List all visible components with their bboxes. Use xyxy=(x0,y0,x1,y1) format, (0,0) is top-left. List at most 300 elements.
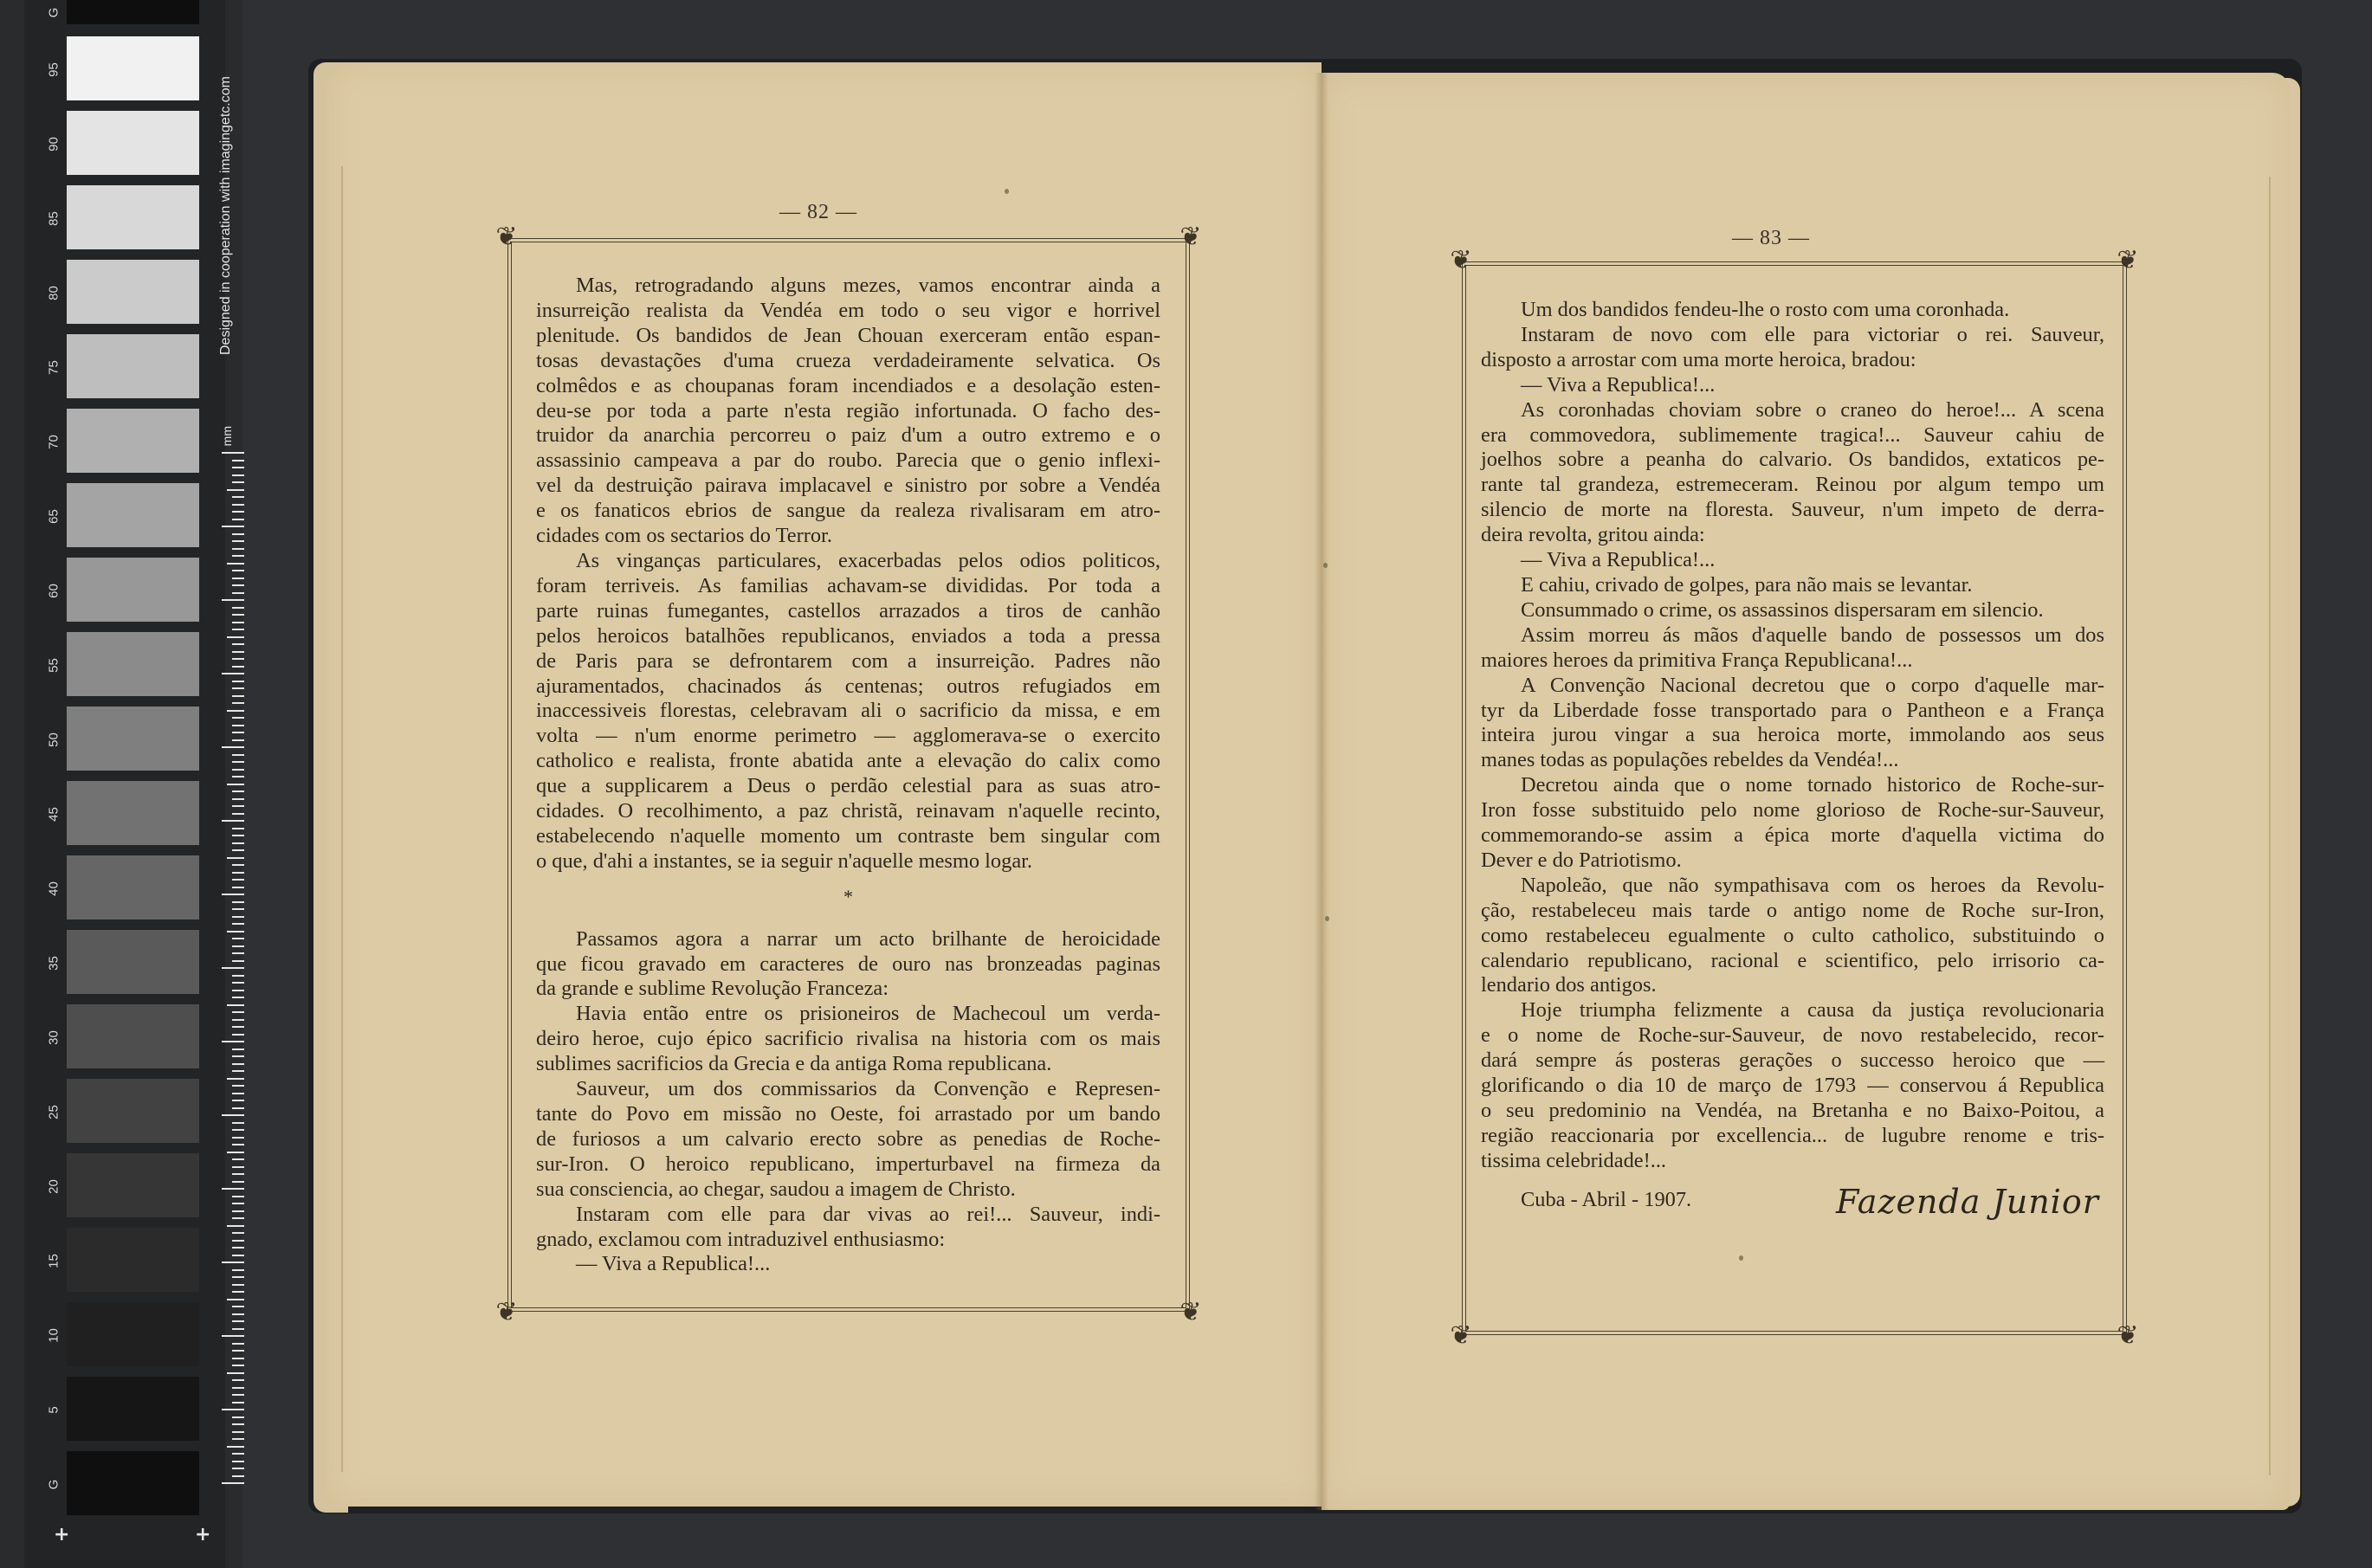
text-line: assassinio campeava a par do roubo. Parecia que o genio inflexi- xyxy=(536,448,1160,473)
paragraph xyxy=(1481,598,2104,623)
gray-patch xyxy=(67,1079,199,1143)
ruler-tick xyxy=(227,1446,244,1448)
ruler-tick xyxy=(232,1343,244,1345)
text-line: sua consciencia, ao chegar, saudou a imagem de Christo. xyxy=(536,1177,1016,1201)
text-line: catholico e realista, fronte abatida ante a elevação do calix como xyxy=(536,749,1160,773)
ruler-tick xyxy=(232,805,244,807)
ruler-tick xyxy=(232,592,244,594)
ruler-tick xyxy=(232,1144,244,1145)
paper-speck xyxy=(1739,1255,1743,1261)
color-calibration-target xyxy=(0,0,242,1568)
ruler-tick xyxy=(232,1358,244,1359)
paragraph xyxy=(536,1077,1160,1203)
ruler-tick xyxy=(232,511,244,513)
ruler-tick xyxy=(232,1166,244,1168)
page-edge xyxy=(2269,177,2271,1475)
ruler-tick xyxy=(232,1063,244,1065)
ruler-tick xyxy=(227,784,244,785)
ruler-tick xyxy=(222,894,244,895)
ruler-tick xyxy=(232,481,244,483)
ruler-tick xyxy=(232,1328,244,1330)
gray-patch xyxy=(67,111,199,175)
patch-label: 95 xyxy=(46,62,61,77)
ruler-tick xyxy=(232,945,244,947)
ruler-tick xyxy=(232,813,244,815)
ruler-tick xyxy=(232,519,244,520)
ruler-tick xyxy=(232,798,244,800)
gray-patch xyxy=(67,1228,199,1292)
text-line: glorificando o dia 10 de março de 1793 — conservou á Republica xyxy=(1481,1074,2104,1098)
ruler-tick xyxy=(227,489,244,491)
ruler-tick xyxy=(232,460,244,461)
gray-patch xyxy=(67,1153,199,1217)
page-number-83: — 83 — xyxy=(1732,227,1810,249)
text-line: ção, restabeleceu mais tarde o antigo nome de Roche sur-Iron, xyxy=(1481,898,2104,922)
ruler-tick xyxy=(232,1122,244,1124)
text-line: — Viva a Republica!... xyxy=(1521,548,1716,572)
ruler-tick xyxy=(232,769,244,771)
ruler-tick xyxy=(227,857,244,859)
ruler-tick xyxy=(232,1210,244,1212)
ruler-tick xyxy=(232,1181,244,1183)
registration-cross-icon: + xyxy=(195,1524,211,1545)
ruler-tick xyxy=(232,1137,244,1139)
target-credit: Designed in cooperation with imagingetc.com xyxy=(218,76,233,355)
patch-label: 65 xyxy=(46,509,61,524)
patch-label: 10 xyxy=(46,1328,61,1343)
text-line: e o nome de Roche-sur-Sauveur, de novo restabelecido, recor- xyxy=(1481,1023,2104,1048)
ruler-tick xyxy=(222,1114,244,1116)
patch-label: 5 xyxy=(46,1406,61,1414)
ruler-tick xyxy=(232,570,244,571)
text-line: As vinganças particulares, exacerbadas pelos odios politicos, xyxy=(576,548,1160,572)
paragraph xyxy=(1481,998,2104,1173)
ruler-tick xyxy=(232,997,244,998)
gray-patch xyxy=(67,930,199,994)
text-line: pelos heroicos batalhões republicanos, enviados a toda a pressa xyxy=(536,623,1160,648)
section-separator: * xyxy=(843,885,853,907)
patch-label: 25 xyxy=(46,1105,61,1120)
gray-patch xyxy=(67,1004,199,1068)
ruler-tick xyxy=(227,563,244,565)
gray-patch xyxy=(67,855,199,920)
text-line: e os fanaticos ebrios de sangue da realeza rivalisaram em atro- xyxy=(536,499,1160,523)
paragraph xyxy=(536,927,1160,1003)
ruler-tick xyxy=(232,1247,244,1249)
ruler-tick xyxy=(232,702,244,704)
ruler-tick xyxy=(232,887,244,888)
text-line: Havia então entre os prisioneiros de Machecoul um verda- xyxy=(576,1002,1160,1026)
author-signature: Fazenda Junior xyxy=(1836,1182,2099,1221)
ruler-tick xyxy=(232,1453,244,1455)
text-line: era commovedora, sublimemente tragica!... Sauveur cahiu de xyxy=(1481,423,2104,447)
gray-patch xyxy=(67,409,199,473)
ruler-tick xyxy=(232,666,244,668)
ruler-tick xyxy=(232,938,244,939)
corner-ornament-icon: ❦ xyxy=(2117,246,2139,274)
text-line: tosas devastações d'uma crueza verdadeiramente selvatica. Os xyxy=(536,348,1160,372)
text-line: Consummado o crime, os assassinos dispersaram em silencio. xyxy=(1521,597,2044,622)
text-line: Instaram de novo com elle para victoriar o rei. Sauveur, xyxy=(1521,322,2104,346)
ruler-tick xyxy=(232,1255,244,1256)
patch-label: 90 xyxy=(46,137,61,152)
ruler-tick xyxy=(232,872,244,874)
text-line: sublimes sacrificios da Grecia e da antiga Roma republicana. xyxy=(536,1052,1052,1076)
paragraph xyxy=(536,549,1160,874)
gray-patch xyxy=(67,632,199,696)
closing xyxy=(1481,1182,2104,1240)
patch-label: G xyxy=(46,1479,61,1490)
ruler-tick xyxy=(222,1261,244,1263)
ruler-tick xyxy=(232,584,244,586)
ruler-tick xyxy=(232,835,244,836)
ruler-tick xyxy=(232,1055,244,1057)
corner-ornament-icon: ❦ xyxy=(1450,246,1472,274)
patch-label: 15 xyxy=(46,1254,61,1268)
ruler-tick xyxy=(232,474,244,476)
corner-ornament-icon: ❦ xyxy=(495,223,518,251)
text-line: parte ruinas fumegantes, castellos arrazados a tiros de canhão xyxy=(536,598,1160,623)
ruler-tick xyxy=(232,1026,244,1028)
patch-label: 55 xyxy=(46,658,61,673)
ruler-tick xyxy=(232,1107,244,1109)
text-line: inaccessiveis florestas, celebravam ali o sacrificio da missa, e em xyxy=(536,699,1160,723)
ruler-tick xyxy=(232,614,244,616)
patch-label: 20 xyxy=(46,1179,61,1194)
ruler-tick xyxy=(222,1041,244,1042)
ruler-tick xyxy=(232,1306,244,1307)
ruler-tick xyxy=(232,548,244,550)
ruler-tick xyxy=(232,754,244,756)
left-page-text xyxy=(536,274,1160,1277)
right-page-text xyxy=(1481,298,2104,1240)
corner-ornament-icon: ❦ xyxy=(2117,1321,2139,1350)
gray-patch xyxy=(67,36,199,100)
gray-patch xyxy=(67,707,199,771)
patch-label: 60 xyxy=(46,584,61,598)
patch-label: 35 xyxy=(46,956,61,971)
patch-label: 50 xyxy=(46,732,61,747)
text-line: Dever e do Patriotismo. xyxy=(1481,848,1682,872)
text-line: que ficou gravado em caracteres de ouro nas bronzeadas paginas xyxy=(536,952,1160,976)
ruler-tick xyxy=(232,1158,244,1160)
ruler-tick xyxy=(232,1438,244,1440)
ruler-tick xyxy=(232,695,244,697)
ruler-tick xyxy=(232,717,244,719)
paragraph xyxy=(536,1203,1160,1253)
ruler-tick xyxy=(222,1188,244,1190)
ruler-tick xyxy=(232,790,244,792)
ruler-tick xyxy=(232,923,244,925)
ruler-tick xyxy=(232,555,244,557)
gray-patch xyxy=(67,185,199,249)
ruler-tick xyxy=(222,967,244,969)
text-line: que a supplicarem a Deus o perdão celestial para as suas atro- xyxy=(536,774,1160,798)
text-line: como restabeleceu egualmente o culto catholico, substituindo o xyxy=(1481,923,2104,947)
patch-label: 80 xyxy=(46,286,61,300)
text-line: inteira jurou vingar a sua heroica morte, immolando aos seus xyxy=(1481,723,2104,747)
ruler-tick xyxy=(232,1461,244,1462)
gray-patch xyxy=(67,260,199,324)
corner-ornament-icon: ❦ xyxy=(1180,1298,1202,1326)
paragraph xyxy=(1481,623,2104,674)
text-line: Mas, retrogradando alguns mezes, vamos encontrar ainda a xyxy=(576,274,1160,297)
ruler-tick xyxy=(232,908,244,910)
corner-ornament-icon: ❦ xyxy=(1180,223,1202,251)
gray-patch xyxy=(67,781,199,845)
book-gutter xyxy=(1315,73,1328,1510)
ruler-tick xyxy=(232,1402,244,1403)
text-line: joelhos sobre a peanha do calvario. Os bandidos, extaticos pe- xyxy=(1481,448,2104,472)
patch-label: G xyxy=(46,7,61,18)
ruler-tick xyxy=(232,952,244,954)
gray-patch xyxy=(67,334,199,398)
ruler-tick xyxy=(222,1335,244,1337)
ruler-tick xyxy=(232,901,244,903)
text-line: disposto a arrostar com uma morte heroica, bradou: xyxy=(1481,347,1916,371)
ruler-tick xyxy=(232,1320,244,1322)
text-line: deira revolta, gritou ainda: xyxy=(1481,523,1705,547)
paragraph xyxy=(1481,874,2104,999)
ruler-tick xyxy=(232,607,244,609)
ruler-tick xyxy=(222,746,244,748)
text-line: plenitude. Os bandidos de Jean Chouan exerceram então espan- xyxy=(536,323,1160,347)
ruler-tick xyxy=(232,687,244,689)
paragraph xyxy=(536,274,1160,549)
text-line: deu-se por toda a parte n'esta região infortunada. O facho des- xyxy=(536,398,1160,423)
ruler-tick xyxy=(232,1100,244,1101)
paragraph xyxy=(1481,573,2104,598)
page-number-82: — 82 — xyxy=(779,201,857,223)
ruler-tick xyxy=(232,1379,244,1381)
text-line: gnado, exclamou com intraduzivel enthusiasmo: xyxy=(536,1227,946,1251)
ruler-tick xyxy=(232,1173,244,1175)
ruler-tick xyxy=(227,931,244,932)
ruler-tick xyxy=(232,622,244,623)
corner-ornament-icon: ❦ xyxy=(1450,1321,1472,1350)
ruler-tick xyxy=(232,1387,244,1389)
text-line: E cahiu, crivado de golpes, para não mais se levantar. xyxy=(1521,572,1973,597)
paragraph xyxy=(536,1252,1160,1277)
ruler-tick xyxy=(222,526,244,527)
paragraph xyxy=(1481,398,2104,548)
place-date: Cuba - Abril - 1907. xyxy=(1521,1187,1692,1211)
ruler-tick xyxy=(232,504,244,506)
ruler-tick xyxy=(227,636,244,638)
ruler-tick xyxy=(232,1070,244,1072)
ruler-tick xyxy=(232,776,244,778)
paragraph xyxy=(1481,548,2104,573)
ruler-tick xyxy=(232,975,244,977)
ruler-tick xyxy=(232,1350,244,1352)
ruler-tick xyxy=(232,1284,244,1286)
ruler-tick xyxy=(227,1225,244,1227)
ruler-tick xyxy=(232,578,244,579)
paragraph xyxy=(1481,373,2104,398)
ruler-tick xyxy=(232,1313,244,1315)
ruler-tick xyxy=(232,629,244,630)
text-line: tante do Povo em missão no Oeste, foi arrastado por um bando xyxy=(536,1102,1160,1126)
text-line: dará sempre ás posteras gerações o successo heroico que — xyxy=(1481,1049,2104,1073)
ruler-tick xyxy=(232,1217,244,1219)
ruler-tick xyxy=(232,1085,244,1087)
ruler-tick xyxy=(232,960,244,962)
text-line: manes todas as populações rebeldes da Vendéa!... xyxy=(1481,748,1899,772)
text-line: de furiosos a um calvario erecto sobre as penedias de Roche- xyxy=(536,1126,1160,1151)
text-line: Decretou ainda que o nome tornado historico de Roche-sur- xyxy=(1521,773,2104,797)
ruler-unit-label: mm xyxy=(220,426,234,447)
ruler-tick xyxy=(232,1431,244,1433)
gray-patch xyxy=(67,558,199,622)
ruler-tick xyxy=(232,1475,244,1477)
gray-patch xyxy=(67,1377,199,1441)
ruler-tick xyxy=(232,990,244,991)
ruler-tick xyxy=(227,1372,244,1374)
ruler-tick xyxy=(232,651,244,653)
ruler-tick xyxy=(222,452,244,454)
ruler-tick xyxy=(232,982,244,984)
text-line: volta — n'um enorme perimetro — agglomerava-se o exercito xyxy=(536,724,1160,748)
registration-cross-icon: + xyxy=(54,1524,70,1545)
ruler-tick xyxy=(232,1011,244,1013)
ruler-tick xyxy=(232,1394,244,1396)
text-line: maiores heroes da primitiva França Republicana!... xyxy=(1481,648,1913,672)
text-line: cidades. O recolhimento, a paz christã, reinavam n'aquelle recinto, xyxy=(536,799,1160,823)
patch-label: 40 xyxy=(46,881,61,896)
ruler-tick xyxy=(232,1365,244,1366)
paragraph xyxy=(1481,773,2104,874)
mm-ruler xyxy=(222,452,244,1489)
ruler-tick xyxy=(227,1299,244,1300)
text-line: Iron fosse substituido pelo nome glorioso de Roche-sur-Sauveur, xyxy=(1481,798,2104,823)
ruler-tick xyxy=(232,681,244,682)
text-line: tyr da Liberdade fosse transportado para o Pantheon e a França xyxy=(1481,698,2104,722)
text-line: de Paris para se defrontarem com a insurreição. Padres não xyxy=(536,648,1160,673)
page-edge xyxy=(341,166,343,1472)
ruler-tick xyxy=(232,1291,244,1293)
ruler-tick xyxy=(232,842,244,844)
ruler-tick xyxy=(232,828,244,829)
ruler-tick xyxy=(227,1152,244,1153)
ruler-tick xyxy=(232,864,244,866)
text-line: — Viva a Republica!... xyxy=(576,1252,771,1276)
text-line: estabelecendo n'aquelle momento um contraste bem singular com xyxy=(536,823,1160,848)
text-line: Instaram com elle para dar vivas ao rei!... Sauveur, indi- xyxy=(576,1202,1160,1226)
ruler-tick xyxy=(232,1034,244,1036)
ruler-tick xyxy=(232,1468,244,1469)
patch-label: 75 xyxy=(46,360,61,375)
ruler-tick xyxy=(232,533,244,535)
ruler-tick xyxy=(232,879,244,881)
ruler-tick xyxy=(232,540,244,542)
ruler-tick xyxy=(232,739,244,741)
gray-patch xyxy=(67,0,199,24)
ruler-tick xyxy=(232,467,244,468)
text-line: A Convenção Nacional decretou que o corpo d'aquelle mar- xyxy=(1521,673,2104,697)
ruler-tick xyxy=(227,710,244,712)
text-line: colmêdos e as choupanas foram incendiados e a desolação esten- xyxy=(536,373,1160,397)
patch-label: 45 xyxy=(46,807,61,822)
ruler-tick xyxy=(232,643,244,645)
patch-label: 85 xyxy=(46,211,61,226)
ruler-tick xyxy=(222,1409,244,1410)
ruler-tick xyxy=(232,1276,244,1278)
text-line: Napoleão, que não sympathisava com os heroes da Revolu- xyxy=(1521,873,2104,897)
text-line: Passamos agora a narrar um acto brilhante de heroicidade xyxy=(576,926,1160,951)
ruler-tick xyxy=(222,599,244,601)
ruler-tick xyxy=(222,820,244,822)
text-line: Sauveur, um dos commissarios da Convenção e Represen- xyxy=(576,1077,1160,1101)
text-line: — Viva a Republica!... xyxy=(1521,372,1716,397)
text-line: região reaccionaria por excellencia... de lugubre renome e tris- xyxy=(1481,1123,2104,1147)
text-line: vel da destruição pairava implacavel e sinistro por sobre a Vendéa xyxy=(536,474,1160,498)
text-line: insurreição realista da Vendéa em todo o seu vigor e horrivel xyxy=(536,298,1160,322)
ruler-tick xyxy=(232,1049,244,1050)
text-line: commemorando-se assim a épica morte d'aquella victima do xyxy=(1481,823,2104,848)
ruler-tick xyxy=(232,725,244,726)
paragraph xyxy=(1481,674,2104,774)
text-line: Hoje triumpha felizmente a causa da justiça revolucionaria xyxy=(1521,998,2104,1023)
text-line: o seu predominio na Vendéa, na Bretanha e no Baixo-Poitou, a xyxy=(1481,1099,2104,1122)
ruler-tick xyxy=(232,658,244,660)
text-line: tissima celebridade!... xyxy=(1481,1148,1667,1172)
ruler-tick xyxy=(232,1019,244,1021)
text-line: silencio de morte na floresta. Sauveur, n'um impeto de derra- xyxy=(1481,498,2104,522)
paragraph xyxy=(536,1002,1160,1077)
text-line: rante tal grandeza, estremeceram. Reinou por algum tempo um xyxy=(1481,473,2104,497)
patch-label: 70 xyxy=(46,435,61,449)
gray-patch xyxy=(67,483,199,547)
ruler-tick xyxy=(232,1423,244,1425)
text-line: sur-Iron. O heroico republicano, imperturbavel na firmeza da xyxy=(536,1152,1160,1176)
text-line: da grande e sublime Revolução Franceza: xyxy=(536,977,889,1001)
text-line: lendario dos antigos. xyxy=(1481,973,1657,997)
text-line: o que, d'ahi a instantes, se ia seguir n'aquelle mesmo logar. xyxy=(536,849,1033,873)
ruler-tick xyxy=(232,1203,244,1204)
ruler-tick xyxy=(232,1269,244,1271)
text-line: calendario republicano, racional e scientifico, pelo irrisorio ca- xyxy=(1481,948,2104,972)
paragraph xyxy=(1481,323,2104,373)
text-line: deiro heroe, cujo épico sacrificio rivalisa na historia com os mais xyxy=(536,1027,1160,1051)
gray-patch xyxy=(67,1451,199,1515)
patch-label: 30 xyxy=(46,1030,61,1045)
text-line: foram terriveis. As familias achavam-se divididas. Por toda a xyxy=(536,573,1160,597)
text-line: truidor da anarchia percorreu o paiz d'um a outro extremo e o xyxy=(536,423,1160,448)
paper-speck xyxy=(1323,563,1328,568)
ruler-tick xyxy=(232,1416,244,1418)
paper-speck xyxy=(1325,916,1329,921)
ruler-tick xyxy=(232,732,244,733)
ruler-tick xyxy=(232,1232,244,1234)
text-line: Assim morreu ás mãos d'aquelle bando de possessos um dos xyxy=(1521,623,2104,647)
ruler-tick xyxy=(232,916,244,918)
ruler-tick xyxy=(232,849,244,851)
ruler-tick xyxy=(232,1093,244,1094)
paper-speck xyxy=(1005,189,1009,194)
paragraph xyxy=(1481,298,2104,323)
gray-patch xyxy=(67,1302,199,1366)
ruler-tick xyxy=(232,1196,244,1197)
text-line: ajuramentados, chacinados ás centenas; outros refugiados em xyxy=(536,674,1160,698)
ruler-tick xyxy=(222,1482,244,1484)
ruler-tick xyxy=(227,1078,244,1080)
text-line: As coronhadas choviam sobre o craneo do heroe!... A scena xyxy=(1521,397,2104,422)
corner-ornament-icon: ❦ xyxy=(495,1298,518,1326)
ruler-tick xyxy=(232,761,244,763)
text-line: cidades com os sectarios do Terror. xyxy=(536,524,832,548)
ruler-tick xyxy=(222,673,244,674)
ruler-tick xyxy=(227,1004,244,1006)
